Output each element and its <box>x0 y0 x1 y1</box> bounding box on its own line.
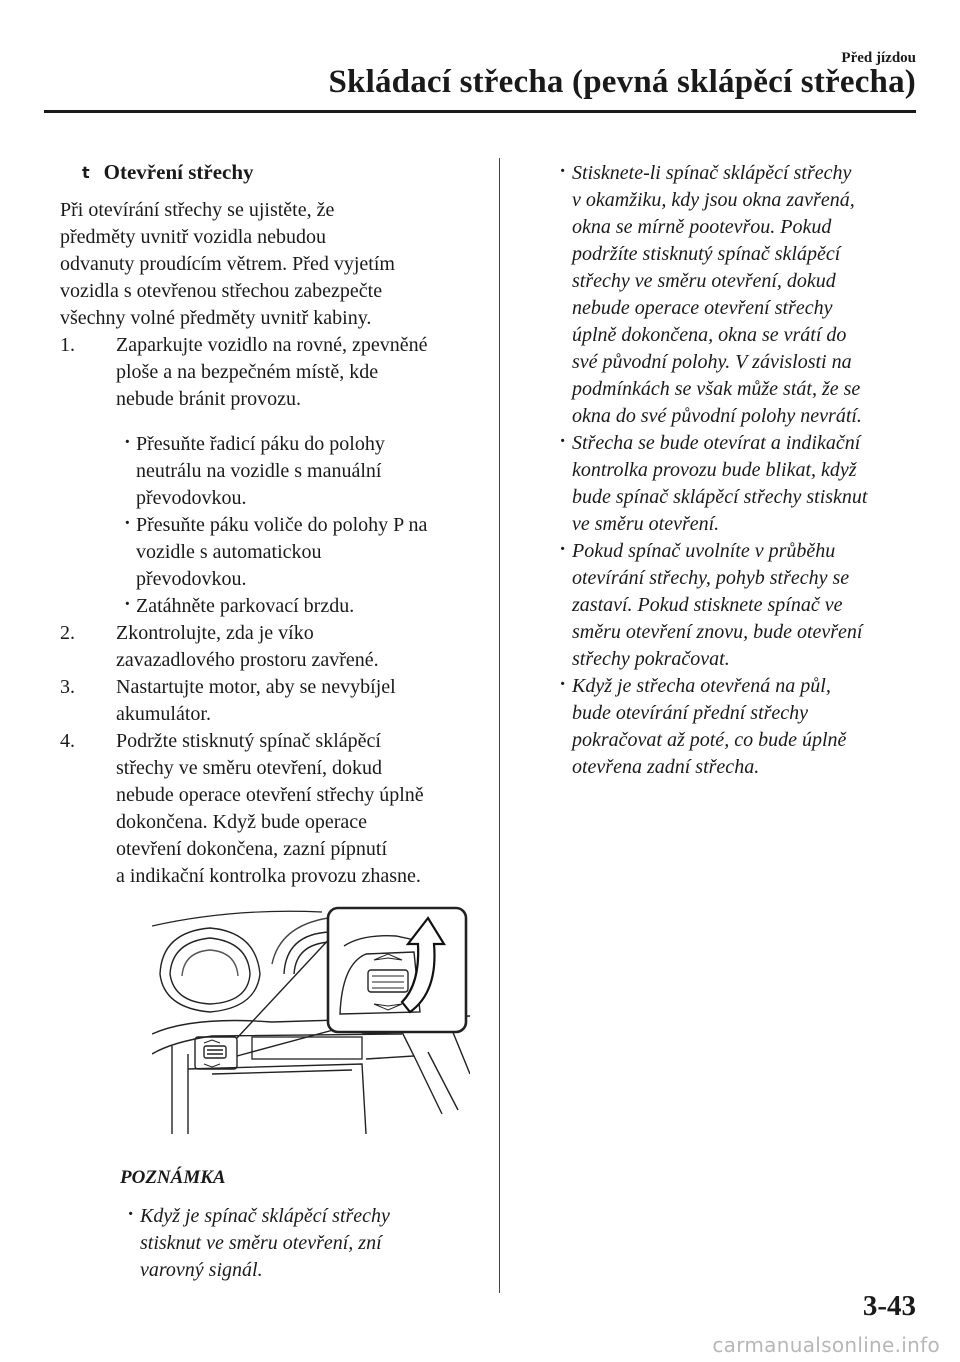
bullet-line: okna se mírně pootevřou. Pokud <box>572 216 832 238</box>
list-item <box>560 160 920 430</box>
list-item <box>128 1203 480 1284</box>
step-line: střechy ve směru otevření, dokud <box>116 757 383 779</box>
intro-line: vozidla s otevřenou střechou zabezpečte <box>60 280 383 302</box>
bullet-line: úplně dokončena, okna se vrátí do <box>572 324 847 346</box>
step-1-sub-list <box>60 431 480 620</box>
intro-line: předměty uvnitř vozidla nebudou <box>60 226 327 248</box>
bullet-line: v okamžiku, kdy jsou okna zavřená, <box>572 189 855 211</box>
step-number: 1. <box>60 334 75 356</box>
bullet-line: směru otevření znovu, bude otevření <box>572 621 863 643</box>
step-line: dokončena. Když bude operace <box>116 811 367 833</box>
list-item <box>560 673 920 781</box>
bullet-line: · Když je střecha otevřená na půl, <box>572 675 831 697</box>
running-header-section: Před jízdou <box>841 50 916 66</box>
step-1 <box>60 332 480 413</box>
bullet-line: stisknut ve směru otevření, zní <box>140 1232 382 1254</box>
right-column <box>560 160 920 781</box>
bullet-line: neutrálu na vozidle s manuální <box>136 460 382 482</box>
header-rule <box>44 110 916 113</box>
left-column <box>60 160 480 1284</box>
list-item <box>560 538 920 673</box>
page-title: Skládací střecha (pevná sklápěcí střecha) <box>328 64 916 100</box>
bullet-line: své původní polohy. V závislosti na <box>572 351 852 373</box>
watermark: carmanualsonline.info <box>712 1333 940 1357</box>
step-line: otevření dokončena, zazní pípnutí <box>116 838 388 860</box>
step-number: 2. <box>60 622 75 644</box>
section-heading <box>82 160 480 185</box>
bullet-line: pokračovat až poté, co bude úplně <box>572 729 847 751</box>
note-label: POZNÁMKA <box>120 1167 226 1188</box>
step-line: nebude operace otevření střechy úplně <box>116 784 424 806</box>
bullet-line: otevírání střechy, pohyb střechy se <box>572 567 850 589</box>
bullet-line: podmínkách se však může stát, že se <box>572 378 861 400</box>
bullet-line: otevřena zadní střecha. <box>572 756 760 778</box>
intro-paragraph <box>60 197 480 332</box>
bullet-line: zastaví. Pokud stisknete spínač ve <box>572 594 843 616</box>
bullet-line: nebude operace otevření střechy <box>572 297 833 319</box>
list-item <box>560 430 920 538</box>
step-text <box>116 674 480 728</box>
step-line: nebude bránit provozu. <box>116 388 301 410</box>
column-divider <box>499 158 500 1293</box>
intro-line: Při otevírání střechy se ujistěte, že <box>60 199 335 221</box>
step-line: Podržte stisknutý spínač sklápěcí <box>116 730 381 752</box>
step-text <box>116 332 480 413</box>
bullet-line: · Když je spínač sklápěcí střechy <box>140 1205 390 1227</box>
step-line: Zkontrolujte, zda je víko <box>116 622 314 644</box>
bullet-line: · Přesuňte páku voliče do polohy P na <box>136 514 428 536</box>
bullet-line: střechy pokračovat. <box>572 648 730 670</box>
step-line: ploše a na bezpečném místě, kde <box>116 361 379 383</box>
step-4 <box>60 728 480 890</box>
bullet-line: okna do své původní polohy nevrátí. <box>572 405 862 427</box>
step-2 <box>60 620 480 674</box>
step-text <box>116 728 480 890</box>
step-text <box>116 620 480 674</box>
page-number: 3-43 <box>862 1290 916 1322</box>
step-number: 4. <box>60 730 75 752</box>
bullet-line: · Stisknete-li spínač sklápěcí střechy <box>572 162 852 184</box>
intro-line: odvanuty proudícím větrem. Před vyjetím <box>60 253 395 275</box>
bullet-line: bude spínač sklápěcí střechy stisknut <box>572 486 868 508</box>
bullet-line: · Pokud spínač uvolníte v průběhu <box>572 540 836 562</box>
bullet-line: varovný signál. <box>140 1259 263 1281</box>
note-list <box>60 1203 480 1284</box>
intro-line: všechny volné předměty uvnitř kabiny. <box>60 307 372 329</box>
bullet-line: podržíte stisknutý spínač sklápěcí <box>572 243 841 265</box>
bullet-line: převodovkou. <box>136 487 247 509</box>
bullet-line: převodovkou. <box>136 568 247 590</box>
step-line: zavazadlového prostoru zavřené. <box>116 649 379 671</box>
list-item <box>124 593 480 620</box>
bullet-line: střechy ve směru otevření, dokud <box>572 270 836 292</box>
bullet-line: vozidle s automatickou <box>136 541 322 563</box>
step-line: akumulátor. <box>116 703 211 725</box>
bullet-line: · Přesuňte řadicí páku do polohy <box>136 433 385 455</box>
section-heading-text: Otevření střechy <box>103 160 254 184</box>
step-number: 3. <box>60 676 75 698</box>
list-item <box>124 512 480 593</box>
bullet-line: · Zatáhněte parkovací brzdu. <box>136 595 355 617</box>
bullet-line: ve směru otevření. <box>572 513 720 535</box>
bullet-line: kontrolka provozu bude blikat, když <box>572 459 857 481</box>
bullet-line: bude otevírání přední střechy <box>572 702 809 724</box>
step-line: a indikační kontrolka provozu zhasne. <box>116 865 421 887</box>
list-item <box>124 431 480 512</box>
step-line: Zaparkujte vozidlo na rovné, zpevněné <box>116 334 428 356</box>
step-3 <box>60 674 480 728</box>
section-marker-icon: t <box>82 163 90 182</box>
step-line: Nastartujte motor, aby se nevybíjel <box>116 676 396 698</box>
roof-switch-illustration <box>152 904 470 1134</box>
bullet-line: · Střecha se bude otevírat a indikační <box>572 432 861 454</box>
